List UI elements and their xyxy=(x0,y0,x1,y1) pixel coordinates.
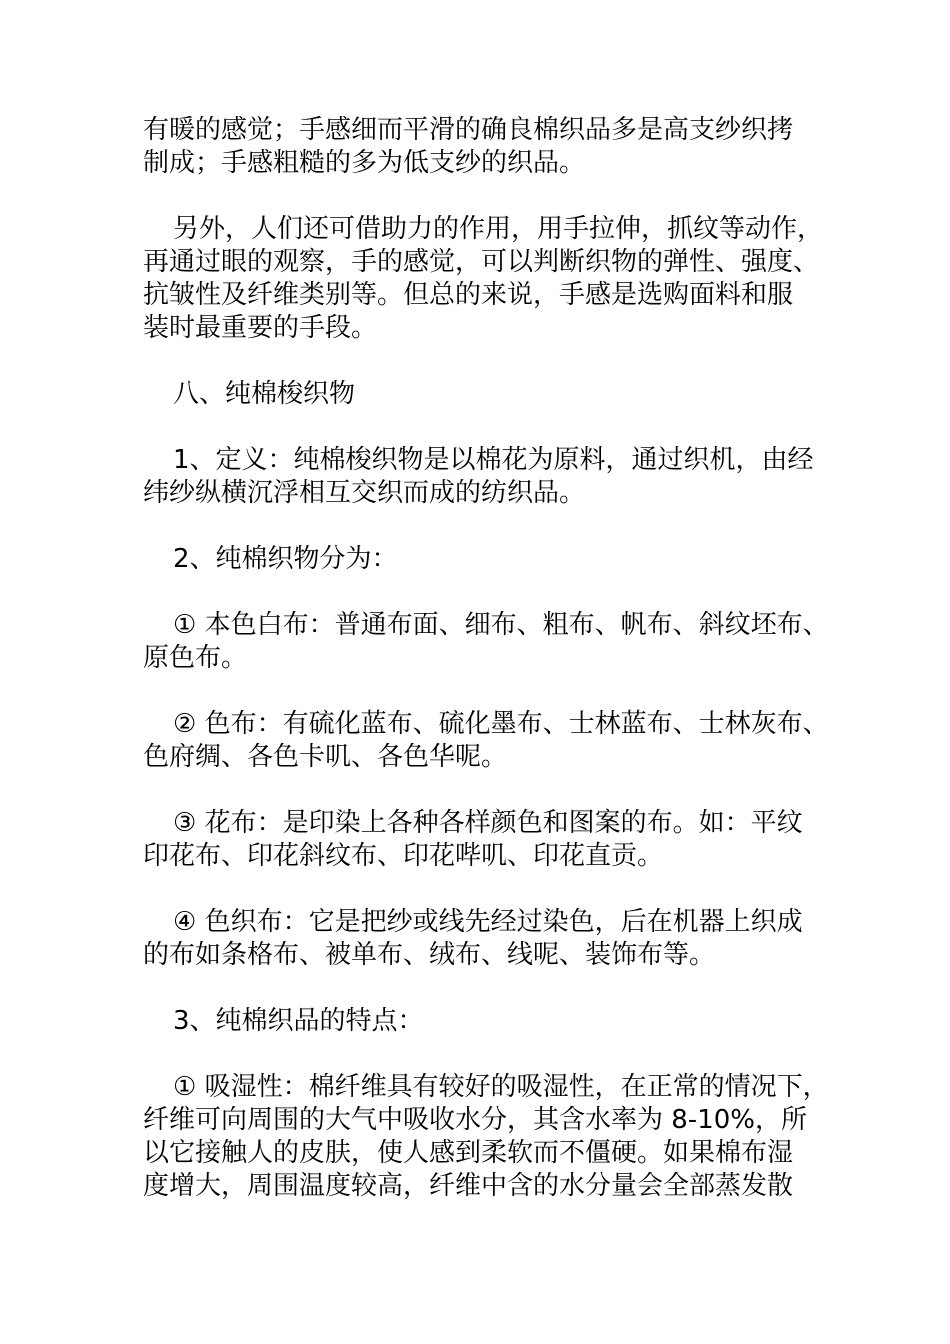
text-line: 抗皱性及纤维类别等。但总的来说，手感是选购面料和服 xyxy=(143,280,794,310)
text-line: ④ 色织布：它是把纱或线先经过染色，后在机器上织成 xyxy=(173,907,803,937)
text-line: ① 吸湿性：棉纤维具有较好的吸湿性，在正常的情况下， xyxy=(173,1072,829,1102)
list-item-printed-cloth xyxy=(143,807,810,873)
text-line: 纬纱纵横沉浮相互交织而成的纺织品。 xyxy=(143,478,586,508)
list-item-dyed-cloth xyxy=(143,708,829,774)
text-line: 1、定义：纯棉梭织物是以棉花为原料，通过织机，由经 xyxy=(173,445,814,475)
paragraph-classification xyxy=(143,543,810,576)
text-line: ③ 花布：是印染上各种各样颜色和图案的布。如：平纹 xyxy=(173,808,803,838)
text-line: 2、纯棉织物分为： xyxy=(173,544,398,574)
text-line: 的布如条格布、被单布、绒布、线呢、装饰布等。 xyxy=(143,940,716,970)
paragraph-definition xyxy=(143,444,814,510)
paragraph-hand-feel-summary xyxy=(143,213,824,345)
text-line: 印花布、印花斜纹布、印花哔叽、印花直贡。 xyxy=(143,841,664,871)
text-line: 色府绸、各色卡叽、各色华呢。 xyxy=(143,742,508,772)
section-heading: 八、纯棉梭织物 xyxy=(173,379,356,409)
text-line: 有暖的感觉；手感细而平滑的确良棉织品多是高支纱织拷 xyxy=(143,115,794,145)
paragraph-characteristics-heading xyxy=(143,1005,810,1038)
text-line: ② 色布：有硫化蓝布、硫化墨布、士林蓝布、士林灰布、 xyxy=(173,709,829,739)
list-item-yarn-dyed-cloth xyxy=(143,906,810,972)
text-line: 制成；手感粗糙的多为低支纱的织品。 xyxy=(143,148,586,178)
list-item-moisture-absorption xyxy=(143,1071,829,1203)
text-line: 纤维可向周围的大气中吸收水分，其含水率为 8-10%，所 xyxy=(143,1105,807,1135)
paragraph-hand-feel-continued xyxy=(143,114,810,180)
text-line: 再通过眼的观察，手的感觉，可以判断织物的弹性、强度、 xyxy=(143,247,820,277)
text-line: 原色布。 xyxy=(143,643,248,673)
text-line: 以它接触人的皮肤，使人感到柔软而不僵硬。如果棉布湿 xyxy=(143,1138,794,1168)
text-line: 装时最重要的手段。 xyxy=(143,313,378,343)
text-line: 3、纯棉织品的特点： xyxy=(173,1006,424,1036)
list-item-grey-cloth xyxy=(143,609,829,675)
section-heading-cotton-woven xyxy=(143,378,810,411)
text-line: 度增大，周围温度较高，纤维中含的水分量会全部蒸发散 xyxy=(143,1171,794,1201)
text-line: ① 本色白布：普通布面、细布、粗布、帆布、斜纹坯布、 xyxy=(173,610,829,640)
text-line: 另外，人们还可借助力的作用，用手拉伸，抓纹等动作， xyxy=(173,214,824,244)
